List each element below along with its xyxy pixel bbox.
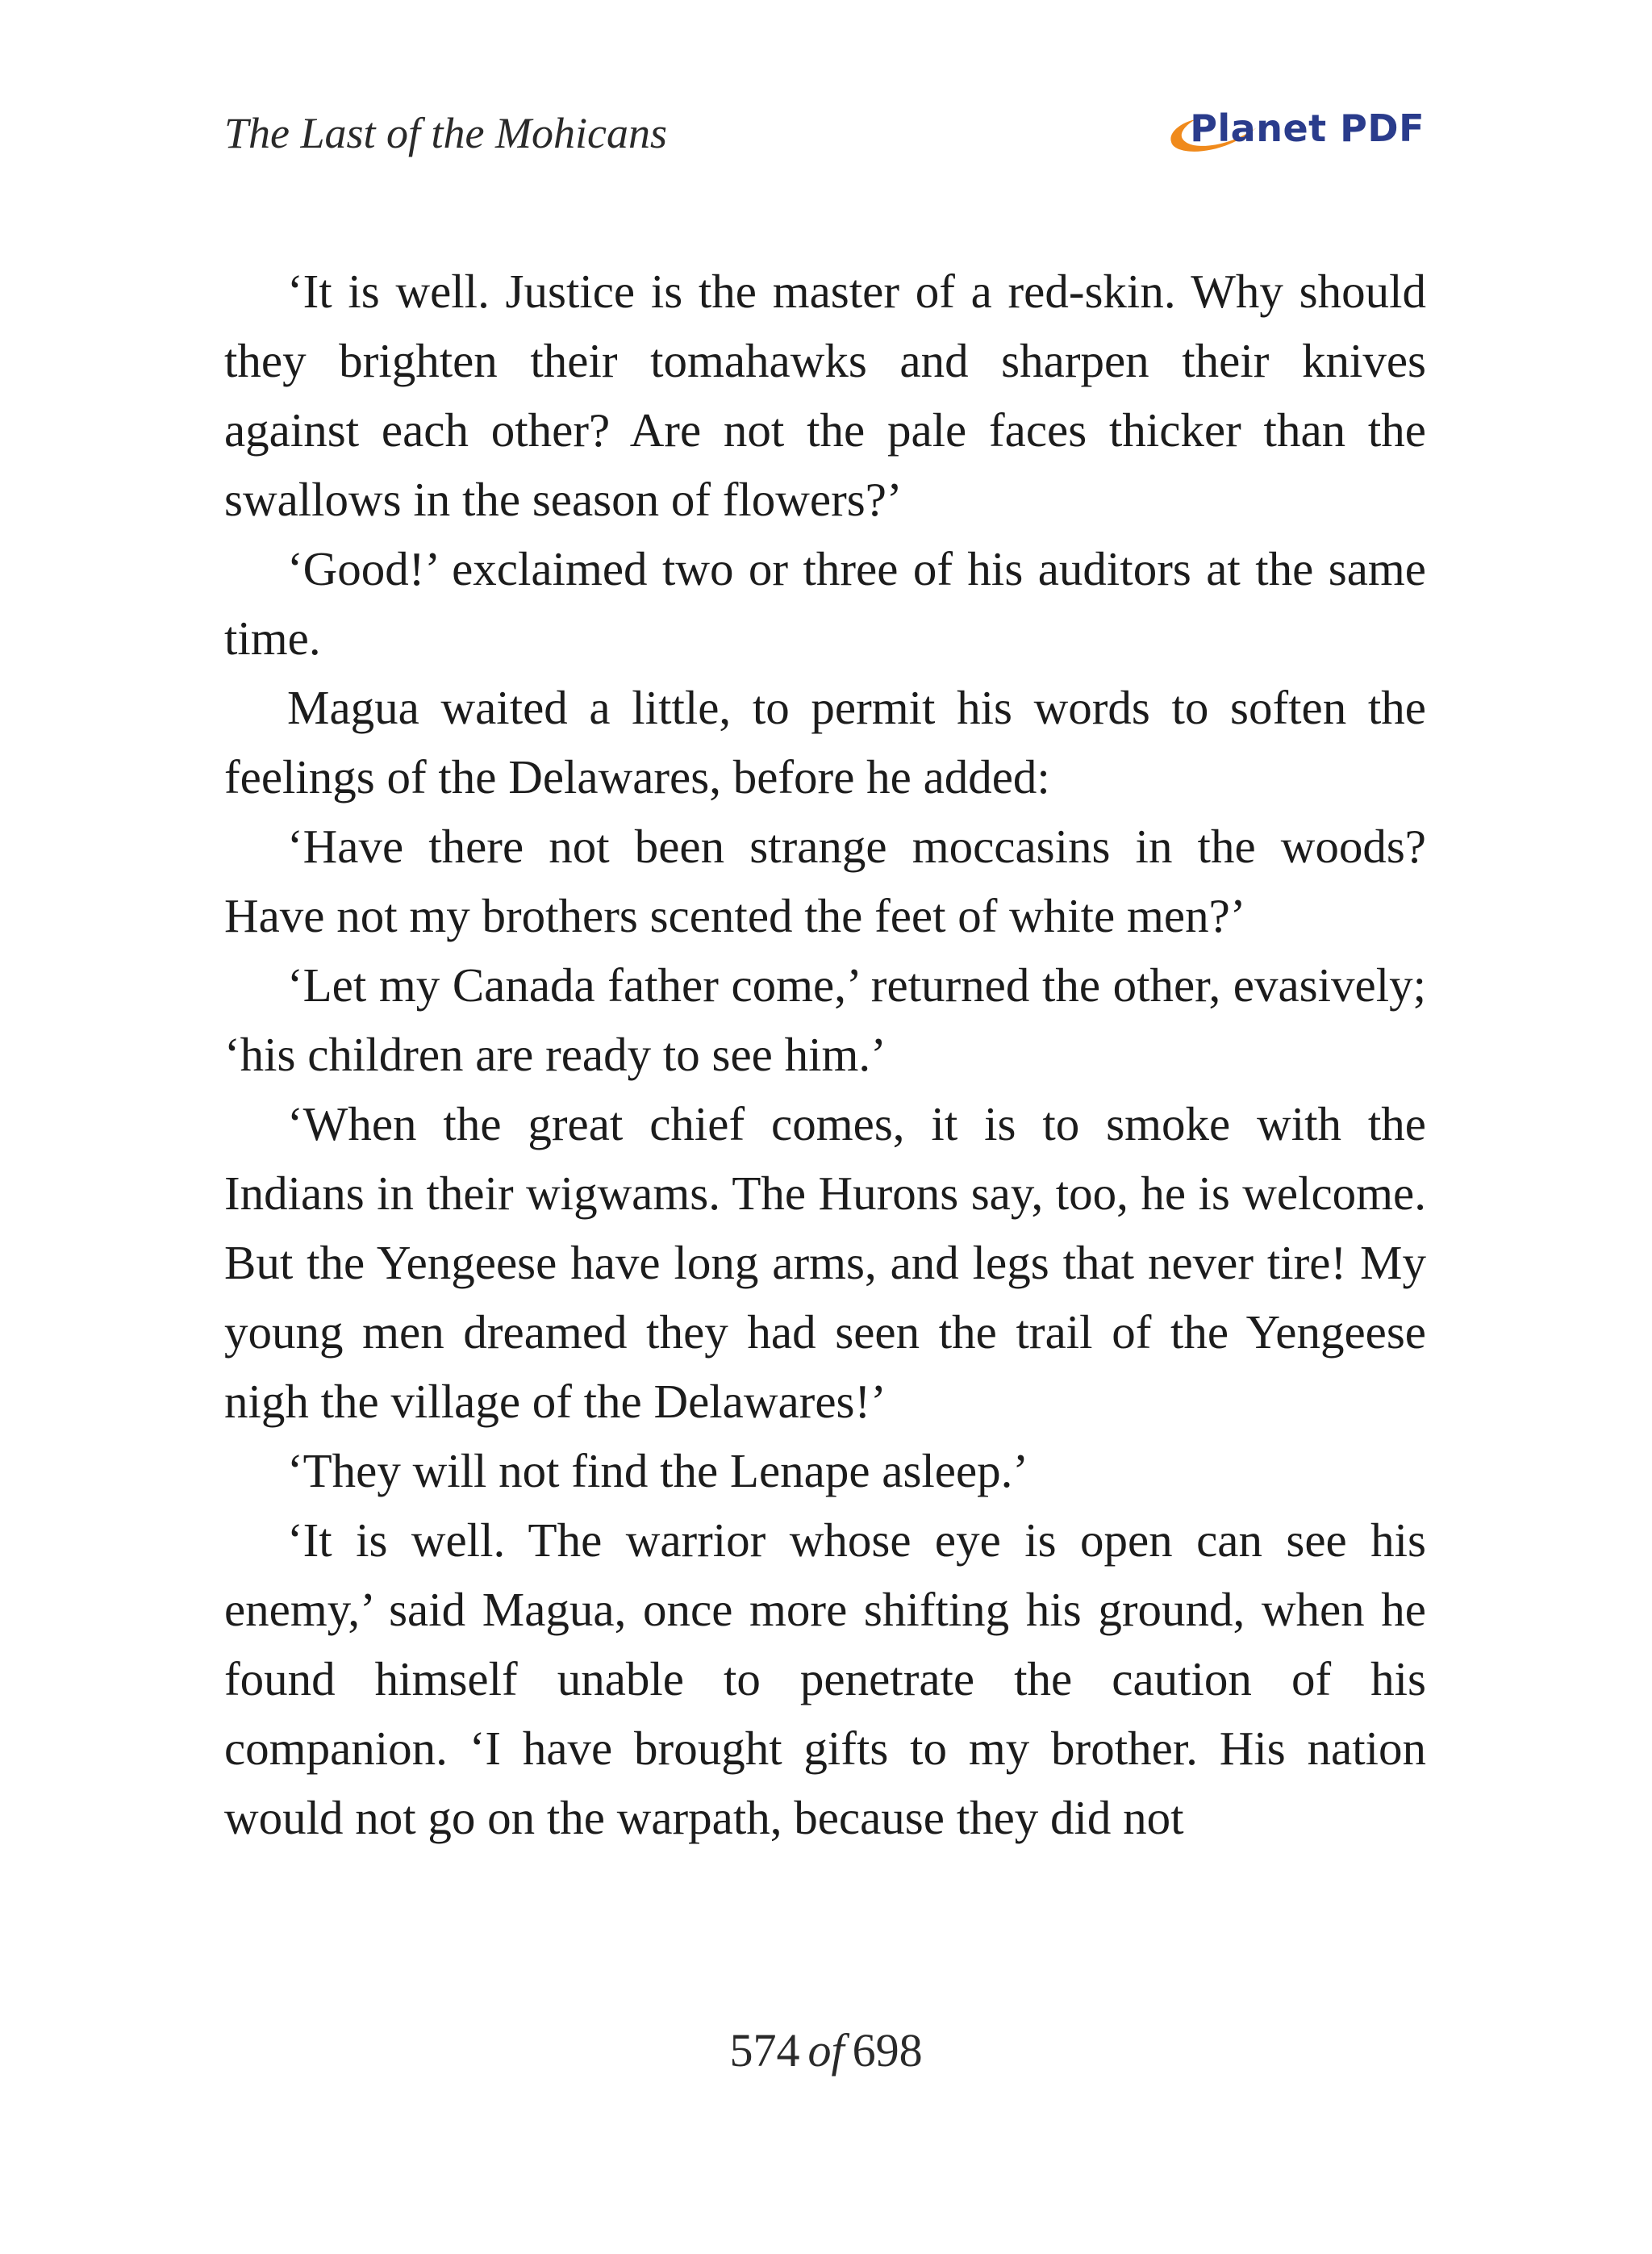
page-of-label: of: [807, 2024, 845, 2077]
paragraph: ‘Good!’ exclaimed two or three of his auditors at the same time.: [224, 542, 1426, 665]
current-page: 574: [729, 2024, 800, 2077]
page-body: [224, 257, 1426, 1852]
paragraph: ‘Let my Canada father come,’ returned the other, evasively; ‘his children are ready to see him.’: [224, 958, 1426, 1081]
brand-name: Planet PDF: [1190, 106, 1425, 150]
paragraph: ‘It is well. Justice is the master of a red-skin. Why should they brighten their tomahawks and sharpen their knives against each other? Are not the pale faces thicker than the swallows in the season of flowers?’: [224, 265, 1426, 526]
paragraph: ‘Have there not been strange moccasins in the woods? Have not my brothers scented the feet of white men?’: [224, 820, 1426, 942]
paragraph: Magua waited a little, to permit his words to soften the feelings of the Delawares, before he added:: [224, 681, 1426, 804]
book-title: The Last of the Mohicans: [224, 109, 667, 157]
paragraph: ‘When the great chief comes, it is to smoke with the Indians in their wigwams. The Hurons say, too, he is welcome. But the Yengeese have long arms, and legs that never tire! My young men dreamed they had seen the trail of the Yengeese nigh the village of the Delawares!’: [224, 1097, 1426, 1428]
planet-pdf-logo: [1166, 103, 1425, 160]
page-number: [0, 2023, 1652, 2077]
paragraph: ‘They will not find the Lenape asleep.’: [287, 1444, 1029, 1497]
total-pages: 698: [852, 2024, 923, 2077]
paragraph: ‘It is well. The warrior whose eye is open can see his enemy,’ said Magua, once more shifting his ground, when he found himself unable to penetrate the caution of his companion. ‘I have brought gifts to my brother. His nation would not go on the warpath, because they did not: [224, 1513, 1426, 1844]
page-header: [224, 103, 1428, 176]
